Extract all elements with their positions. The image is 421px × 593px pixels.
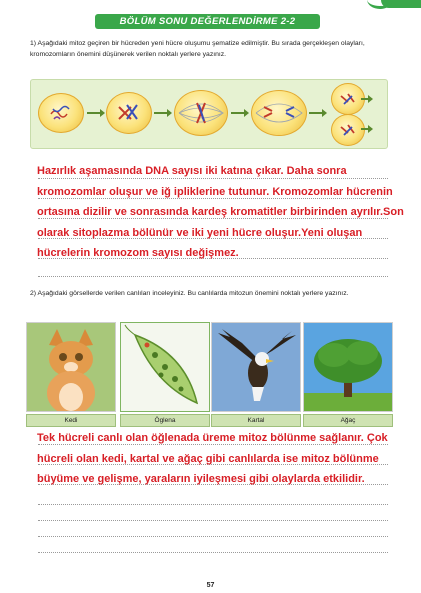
chromatin-icon [39, 94, 83, 132]
separating-chromatids-icon [252, 91, 306, 135]
eagle-icon [212, 323, 300, 411]
cell-prophase [106, 92, 152, 134]
answer-1: Hazırlık aşamasında DNA sayısı iki katına çıkar. Daha sonra kromozomlar oluşur ve iğ ipliklerine tutunur. Kromozomlar hücrenin ortasına dizilir ve sonrasında kardeş kromatitler birbirinden ayrılır.Son olarak sitoplazma bölünür ve iki yeni hücre oluşur.Yeni oluşan hücrelerin kromozom sayısı değişmez. [37, 165, 404, 259]
euglena-photo [120, 322, 210, 412]
answer-2: Tek hücreli canlı olan öğlenada üreme mitoz bölünme sağlanır. Çok hücreli olan kedi, kartal ve ağaç gibi canlılarda ise mitoz bölünme büyüme ve gelişme, yaraların iyileşmesi gibi olaylarda etkilidir. [37, 432, 388, 485]
caption-eagle: Kartal [211, 414, 301, 427]
chromosome-icon [107, 93, 151, 133]
cell-telophase-top [331, 83, 365, 115]
cell-telophase-bottom [331, 114, 365, 146]
arrow-icon [154, 112, 168, 114]
euglena-icon [121, 323, 209, 411]
caption-kitten: Kedi [26, 414, 116, 427]
caption-tree: Ağaç [303, 414, 393, 427]
kitten-photo [26, 322, 116, 412]
section-title: BÖLÜM SONU DEĞERLENDİRME 2-2 [119, 16, 296, 27]
question-2: 2) Aşağıdaki görsellerde verilen canlıları inceleyiniz. Bu canlılarda mitozun önemini noktalı yerlere yazınız. [30, 290, 349, 297]
tree-photo [303, 322, 393, 412]
answer-line [38, 552, 388, 553]
caption-euglena: Öglena [120, 414, 210, 427]
kitten-icon [27, 323, 115, 411]
cell-metaphase [174, 90, 228, 136]
arrow-icon [87, 112, 101, 114]
mitosis-diagram [30, 79, 388, 149]
arrow-icon [309, 112, 323, 114]
answer-line [38, 536, 388, 537]
answer-line [38, 520, 388, 521]
answer-line [38, 276, 388, 277]
arrow-icon [361, 98, 369, 100]
eagle-photo [211, 322, 301, 412]
daughter-nucleus-icon [332, 115, 364, 145]
spindle-icon [175, 91, 227, 135]
arrow-icon [361, 128, 369, 130]
cell-interphase [38, 93, 84, 133]
tree-icon [304, 323, 392, 411]
page-number: 57 [206, 582, 215, 589]
cell-anaphase [251, 90, 307, 136]
answer-line [38, 504, 388, 505]
arrow-icon [231, 112, 245, 114]
daughter-nucleus-icon [332, 84, 364, 114]
question-1: 1) Aşağıdaki mitoz geçiren bir hücreden yeni hücre oluşumu şematize edilmiştir. Bu sırada gerçekleşen olayları, kromozomların önemini düşünerek verilen noktalı yerlere yazınız. [30, 40, 365, 58]
